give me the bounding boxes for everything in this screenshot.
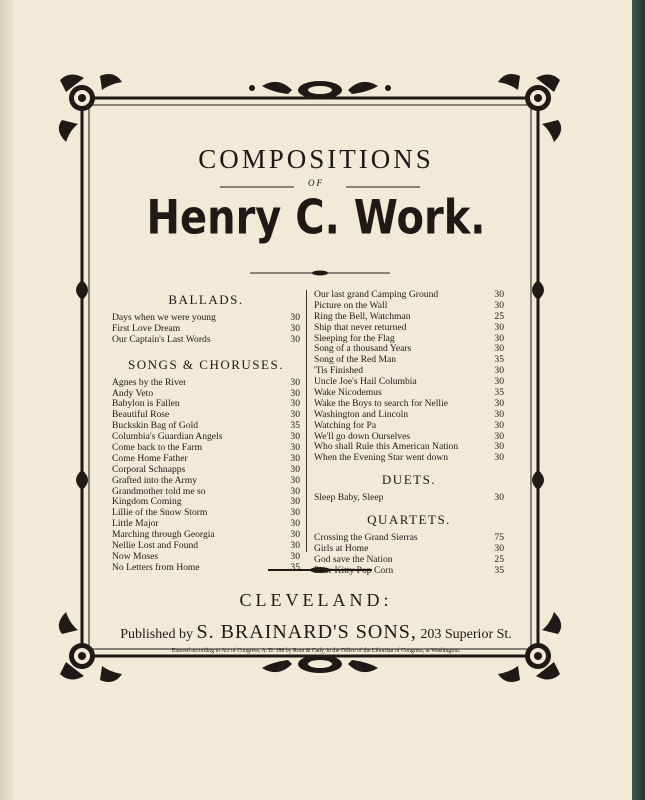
song-entry bbox=[112, 454, 300, 465]
song-entry bbox=[314, 432, 504, 443]
published-by-label: Published by bbox=[120, 627, 193, 642]
song-price: 35 bbox=[290, 561, 300, 573]
song-entry bbox=[314, 377, 504, 388]
song-title: God save the Nation bbox=[314, 554, 393, 565]
song-entry bbox=[112, 508, 300, 519]
song-entry bbox=[314, 334, 504, 345]
song-title: Corporal Schnapps bbox=[112, 464, 186, 475]
song-title: Lillie of the Snow Storm bbox=[112, 508, 208, 519]
song-title: Kingdom Coming bbox=[112, 497, 182, 508]
song-entry bbox=[314, 355, 504, 366]
duets-heading: DUETS. bbox=[381, 472, 437, 488]
song-entry bbox=[112, 399, 300, 410]
song-price: 30 bbox=[290, 474, 300, 486]
song-title: Nellie Lost and Found bbox=[112, 541, 199, 552]
song-price: 30 bbox=[290, 442, 300, 454]
song-price: 30 bbox=[494, 543, 504, 555]
song-price: 30 bbox=[290, 322, 300, 334]
song-entry bbox=[314, 312, 504, 323]
song-price: 30 bbox=[290, 529, 300, 541]
song-entry bbox=[112, 530, 300, 541]
song-price: 30 bbox=[494, 397, 504, 409]
song-title: Little Major bbox=[112, 519, 159, 530]
song-entry bbox=[314, 290, 504, 301]
song-title: Picture on the Wall bbox=[314, 300, 388, 311]
song-entry bbox=[314, 421, 504, 432]
song-title: Ring the Bell, Watchman bbox=[314, 311, 411, 322]
song-title: Grafted into the Army bbox=[112, 475, 197, 486]
song-title: Come back to the Farm bbox=[112, 443, 203, 454]
song-title: Our Captain's Last Words bbox=[112, 334, 211, 345]
song-title: Buckskin Bag of Gold bbox=[112, 421, 199, 432]
song-price: 30 bbox=[290, 452, 300, 464]
song-title: Ship that never returned bbox=[314, 322, 407, 333]
song-title: 'Tis Finished bbox=[314, 366, 364, 377]
song-price: 30 bbox=[290, 463, 300, 475]
ballads-list bbox=[112, 313, 300, 346]
song-price: 30 bbox=[290, 398, 300, 410]
song-title: Washington and Lincoln bbox=[314, 409, 409, 420]
song-entry bbox=[112, 335, 300, 346]
song-title: Agnes by the River bbox=[112, 377, 187, 388]
song-entry bbox=[112, 519, 300, 530]
copyright-notice: Entered according to Act of Congress, A. D. 186 by Root & Cady, in the Office of the Librarian of Congress, at Washington. bbox=[171, 648, 461, 654]
song-price: 30 bbox=[494, 419, 504, 431]
song-title: Days when we were young bbox=[112, 313, 216, 323]
song-title: Wake Nicodemus bbox=[314, 388, 382, 399]
song-title: First Love Dream bbox=[112, 323, 181, 334]
song-entry bbox=[314, 388, 504, 399]
right-column bbox=[314, 290, 504, 577]
composer-name: Henry C. Work. bbox=[146, 190, 486, 246]
song-price: 30 bbox=[494, 441, 504, 453]
song-price: 30 bbox=[494, 289, 504, 300]
song-title: No Letters from Home bbox=[112, 562, 200, 573]
song-entry bbox=[112, 443, 300, 454]
song-title: Poor Kitty Pop Corn bbox=[314, 565, 394, 576]
song-price: 75 bbox=[494, 532, 504, 544]
song-entry bbox=[112, 378, 300, 389]
song-price: 30 bbox=[494, 376, 504, 388]
song-entry bbox=[112, 389, 300, 400]
top-center-ornament bbox=[249, 81, 391, 99]
publisher-address: 203 Superior St. bbox=[420, 627, 512, 642]
song-price: 30 bbox=[290, 550, 300, 562]
quartets-heading: QUARTETS. bbox=[367, 512, 451, 528]
song-title: Come Home Father bbox=[112, 453, 188, 464]
songs-choruses-heading: SONGS & CHORUSES. bbox=[128, 356, 284, 372]
publisher-name: S. BRAINARD'S SONS, bbox=[196, 621, 417, 643]
song-price: 30 bbox=[290, 507, 300, 519]
song-price: 30 bbox=[290, 540, 300, 552]
song-title: Marching through Georgia bbox=[112, 530, 215, 541]
song-entry bbox=[112, 552, 300, 563]
song-entry bbox=[314, 410, 504, 421]
song-title: Sleeping for the Flag bbox=[314, 333, 395, 344]
publisher-line bbox=[0, 621, 632, 644]
city-heading: CLEVELAND: bbox=[239, 590, 393, 610]
song-entry bbox=[314, 344, 504, 355]
song-title: Now Moses bbox=[112, 551, 159, 562]
song-price: 25 bbox=[494, 553, 504, 565]
song-entry bbox=[112, 432, 300, 443]
song-price: 30 bbox=[494, 299, 504, 311]
song-title: Babylon is Fallen bbox=[112, 399, 180, 410]
song-title: Watching for Pa bbox=[314, 420, 377, 431]
song-entry bbox=[314, 323, 504, 334]
of-label: OF bbox=[308, 178, 324, 188]
song-title: Crossing the Grand Sierras bbox=[314, 533, 418, 544]
song-entry bbox=[112, 324, 300, 335]
song-entry bbox=[112, 313, 300, 324]
song-entry bbox=[314, 566, 504, 577]
song-entry bbox=[112, 421, 300, 432]
song-title: Columbia's Guardian Angels bbox=[112, 432, 223, 443]
song-price: 30 bbox=[494, 430, 504, 442]
song-price: 30 bbox=[290, 333, 300, 345]
song-price: 30 bbox=[494, 321, 504, 333]
song-entry bbox=[314, 544, 504, 555]
song-entry bbox=[112, 465, 300, 476]
duets-list bbox=[314, 493, 504, 504]
song-title: Uncle Joe's Hail Columbia bbox=[314, 377, 417, 388]
song-title: We'll go down Ourselves bbox=[314, 431, 411, 442]
song-title: When the Evening Star went down bbox=[314, 453, 449, 464]
song-price: 30 bbox=[494, 343, 504, 355]
song-title: Sleep Baby, Sleep bbox=[314, 493, 384, 504]
song-title: Girls at Home bbox=[314, 544, 369, 555]
song-price: 30 bbox=[290, 376, 300, 388]
song-entry bbox=[314, 453, 504, 464]
song-price: 30 bbox=[494, 452, 504, 464]
song-price: 30 bbox=[494, 408, 504, 420]
book-cover-edge bbox=[632, 0, 645, 800]
song-price: 30 bbox=[494, 365, 504, 377]
song-entry bbox=[112, 497, 300, 508]
song-price: 30 bbox=[290, 496, 300, 508]
song-entry bbox=[314, 366, 504, 377]
song-price: 30 bbox=[290, 387, 300, 399]
song-price: 25 bbox=[494, 310, 504, 322]
song-price: 30 bbox=[494, 332, 504, 344]
songs-list-left bbox=[112, 378, 300, 574]
song-price: 30 bbox=[290, 485, 300, 497]
left-column bbox=[112, 290, 300, 574]
song-title: Grandmother told me so bbox=[112, 486, 206, 497]
song-entry bbox=[314, 493, 504, 504]
ballads-heading: BALLADS. bbox=[168, 292, 244, 307]
song-title: Song of a thousand Years bbox=[314, 344, 412, 355]
song-title: Our last grand Camping Ground bbox=[314, 290, 439, 300]
song-title: Song of the Red Man bbox=[314, 355, 397, 366]
song-entry bbox=[112, 563, 300, 574]
song-entry bbox=[112, 410, 300, 421]
corner-flourish-top-right bbox=[498, 74, 561, 142]
song-price: 35 bbox=[290, 420, 300, 432]
song-price: 30 bbox=[494, 492, 504, 504]
song-title: Beautiful Rose bbox=[112, 410, 170, 421]
song-title: Andy Veto bbox=[112, 388, 154, 399]
song-price: 30 bbox=[290, 312, 300, 323]
bottom-center-ornament bbox=[262, 655, 378, 673]
song-entry bbox=[112, 487, 300, 498]
song-entry bbox=[112, 541, 300, 552]
column-divider bbox=[306, 290, 307, 552]
compositions-heading: COMPOSITIONS bbox=[198, 144, 434, 174]
song-price: 35 bbox=[494, 387, 504, 399]
quartets-list bbox=[314, 533, 504, 577]
song-title: Wake the Boys to search for Nellie bbox=[314, 398, 449, 409]
song-entry bbox=[314, 555, 504, 566]
song-price: 30 bbox=[290, 518, 300, 530]
songs-list-right bbox=[314, 290, 504, 464]
song-entry bbox=[314, 533, 504, 544]
song-price: 30 bbox=[290, 431, 300, 443]
corner-flourish-top-left bbox=[59, 74, 122, 142]
song-title: Who shall Rule this American Nation bbox=[314, 442, 459, 453]
song-entry bbox=[314, 301, 504, 312]
song-entry bbox=[112, 476, 300, 487]
song-entry bbox=[314, 442, 504, 453]
song-price: 35 bbox=[494, 354, 504, 366]
song-price: 30 bbox=[290, 409, 300, 421]
song-price: 35 bbox=[494, 564, 504, 576]
song-entry bbox=[314, 399, 504, 410]
